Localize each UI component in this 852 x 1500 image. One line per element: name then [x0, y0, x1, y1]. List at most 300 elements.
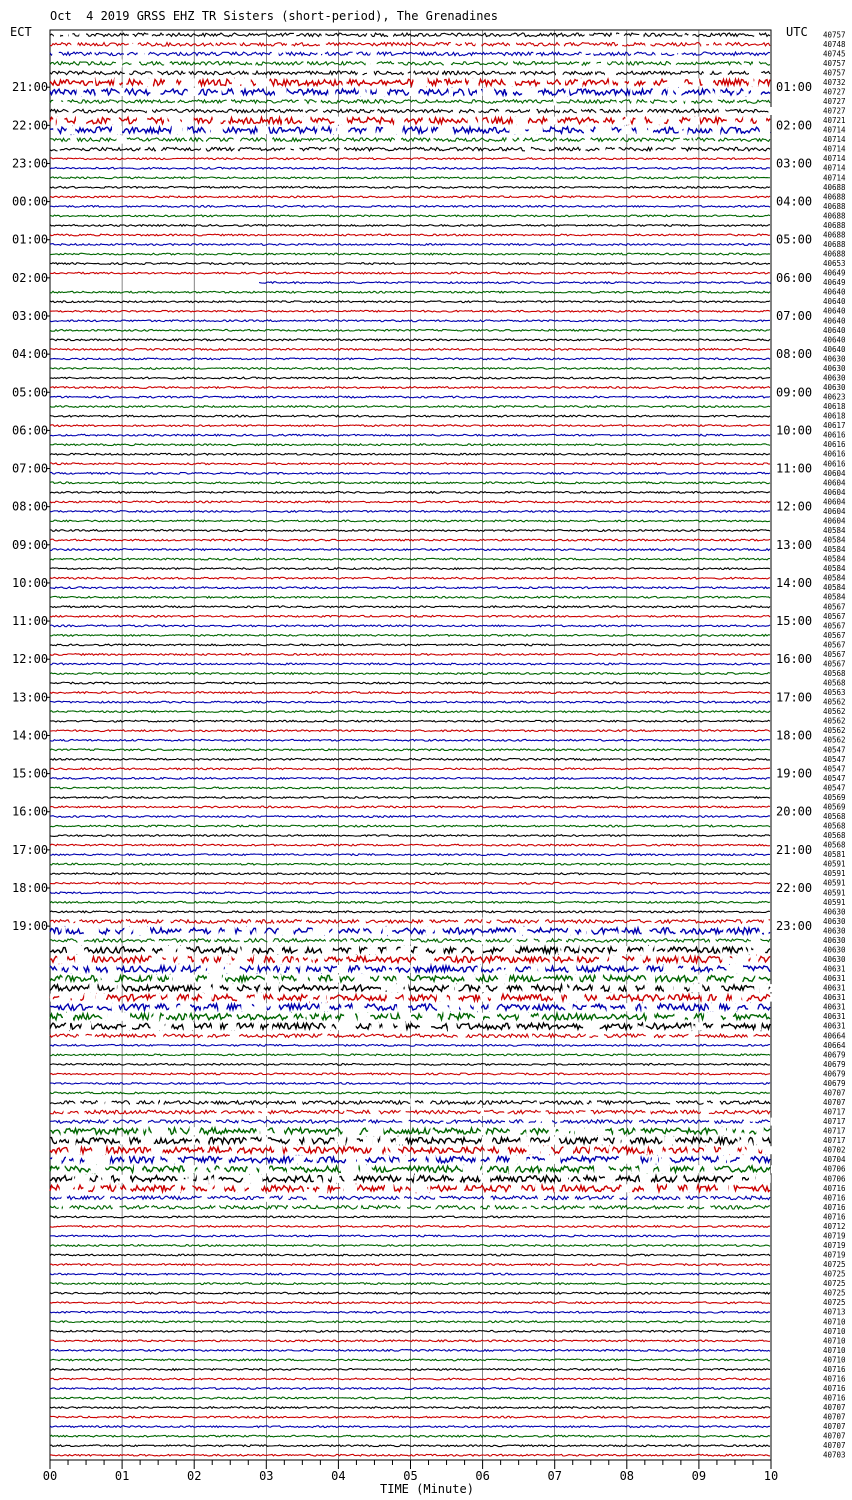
trace-gap [273, 994, 277, 1002]
trace-gap [675, 1013, 685, 1021]
row-count-label: 40707 [823, 1403, 846, 1413]
trace-row-8 [50, 109, 770, 113]
x-tick-label: 00 [42, 1469, 58, 1483]
row-count-label: 40725 [823, 1269, 846, 1279]
trace-gap [749, 1175, 755, 1183]
row-count-label: 40640 [823, 335, 846, 345]
row-count-label: 40640 [823, 297, 846, 307]
row-count-label: 40568 [823, 840, 846, 850]
trace-gap [322, 946, 333, 954]
trace-gap [105, 1099, 111, 1107]
trace-gap [586, 1127, 593, 1135]
trace-gap [112, 1003, 119, 1011]
trace-row-143 [50, 1397, 770, 1399]
trace-gap [478, 965, 482, 973]
trace-gap [180, 1003, 184, 1011]
row-count-label: 40717 [823, 1117, 846, 1127]
left-hour-label: 00:00 [12, 194, 49, 209]
trace-gap [756, 1175, 763, 1183]
trace-gap [536, 1118, 541, 1126]
trace-gap [575, 1127, 585, 1135]
trace-row-102 [50, 1004, 770, 1010]
row-count-label: 40616 [823, 440, 846, 450]
trace-gap [177, 956, 187, 964]
row-count-label: 40714 [823, 125, 846, 135]
trace-row-91 [50, 901, 770, 903]
trace-gap [704, 1013, 711, 1021]
trace-row-145 [50, 1416, 770, 1418]
trace-gap [155, 1156, 161, 1164]
trace-gap [85, 1156, 93, 1164]
trace-gap [477, 88, 481, 96]
trace-gap [709, 1118, 714, 1126]
trace-row-94 [50, 928, 770, 934]
trace-gap [423, 117, 429, 125]
row-count-label: 40721 [823, 116, 846, 126]
trace-gap [60, 994, 62, 1002]
trace-gap [92, 1146, 99, 1154]
trace-gap [274, 917, 276, 925]
trace-row-34 [50, 358, 770, 360]
trace-gap [208, 1175, 211, 1183]
trace-row-130 [50, 1273, 770, 1275]
trace-gap [428, 1184, 430, 1192]
trace-gap [62, 927, 65, 935]
trace-gap [603, 1127, 605, 1135]
trace-gap [417, 1184, 428, 1192]
trace-gap [678, 956, 681, 964]
row-count-label: 40757 [823, 30, 846, 40]
trace-row-89 [50, 882, 770, 884]
trace-gap [674, 50, 677, 58]
row-count-label: 40706 [823, 1174, 846, 1184]
row-count-label: 40547 [823, 783, 846, 793]
row-count-label: 40623 [823, 392, 846, 402]
left-hour-label: 03:00 [12, 309, 49, 323]
trace-gap [505, 1118, 509, 1126]
trace-gap [744, 1127, 749, 1135]
trace-gap [680, 136, 683, 144]
trace-gap [102, 1156, 110, 1164]
trace-gap [557, 1118, 560, 1126]
trace-gap [262, 1108, 268, 1116]
trace-gap [667, 98, 669, 106]
trace-gap [474, 946, 483, 954]
trace-gap [722, 40, 726, 48]
trace-row-141 [50, 1378, 770, 1380]
trace-gap [52, 1156, 61, 1164]
trace-gap [98, 975, 101, 983]
trace-gap [671, 59, 676, 67]
trace-gap [599, 126, 605, 134]
trace-gap [757, 117, 766, 125]
trace-gap [462, 78, 465, 86]
trace-gap [599, 145, 605, 153]
trace-row-79 [50, 787, 770, 789]
trace-gap [609, 1146, 613, 1154]
row-count-label: 40745 [823, 49, 846, 59]
trace-gap [531, 965, 538, 973]
trace-row-39 [50, 406, 770, 408]
row-count-label: 40716 [823, 1193, 846, 1203]
right-hour-label: 16:00 [776, 652, 813, 667]
trace-gap [590, 59, 596, 67]
row-count-label: 40547 [823, 745, 846, 755]
trace-gap [59, 1203, 62, 1211]
trace-gap [670, 1099, 676, 1107]
row-count-label: 40716 [823, 1212, 846, 1222]
trace-gap [518, 117, 528, 125]
trace-gap [655, 117, 664, 125]
row-count-label: 40712 [823, 1221, 846, 1231]
trace-gap [154, 1099, 158, 1107]
trace-gap [218, 88, 222, 96]
row-count-label: 40584 [823, 554, 846, 564]
trace-row-23 [50, 253, 770, 255]
trace-gap [722, 956, 726, 964]
trace-gap [561, 946, 564, 954]
trace-gap [580, 1175, 583, 1183]
row-count-label: 40567 [823, 602, 846, 612]
trace-gap [298, 946, 305, 954]
trace-gap [431, 1203, 436, 1211]
right-hour-label: 14:00 [776, 575, 813, 590]
trace-gap [423, 1099, 430, 1107]
trace-gap [382, 1022, 393, 1030]
right-hour-label: 19:00 [776, 766, 813, 781]
trace-gap [333, 975, 340, 983]
trace-gap [328, 88, 335, 96]
trace-row-40 [50, 415, 770, 417]
trace-gap [79, 1032, 86, 1040]
trace-gap [124, 927, 131, 935]
trace-gap [154, 956, 158, 964]
trace-gap [267, 136, 273, 144]
trace-gap [185, 1184, 192, 1192]
trace-gap [512, 936, 517, 944]
trace-gap [598, 1137, 604, 1145]
trace-gap [71, 40, 77, 48]
trace-gap [585, 1203, 589, 1211]
trace-gap [124, 1156, 129, 1164]
trace-gap [537, 1099, 540, 1107]
trace-gap [428, 126, 431, 134]
trace-gap [730, 1003, 737, 1011]
trace-gap [378, 1127, 380, 1135]
trace-gap [554, 1184, 559, 1192]
trace-gap [374, 107, 377, 115]
trace-gap [612, 31, 616, 39]
trace-gap [665, 946, 667, 954]
trace-gap [645, 40, 650, 48]
left-hour-label: 16:00 [12, 804, 49, 819]
trace-gap [753, 59, 759, 67]
row-count-label: 40631 [823, 1002, 846, 1012]
trace-gap [729, 1184, 734, 1192]
trace-gap [713, 1013, 717, 1021]
trace-row-148 [50, 1445, 770, 1447]
trace-row-25 [50, 272, 770, 274]
trace-gap [396, 1137, 403, 1145]
trace-gap [688, 1013, 694, 1021]
trace-gap [387, 1137, 391, 1145]
trace-gap [63, 98, 67, 106]
trace-gap [749, 1146, 759, 1154]
trace-gap [318, 107, 324, 115]
trace-gap [61, 1127, 64, 1135]
trace-gap [726, 956, 730, 964]
trace-gap [764, 917, 769, 925]
right-hour-label: 08:00 [776, 347, 813, 362]
trace-gap [712, 1137, 714, 1145]
x-tick-label: 03 [259, 1469, 274, 1483]
trace-gap [203, 1032, 208, 1040]
trace-gap [647, 1175, 651, 1183]
trace-gap [257, 1127, 260, 1135]
row-count-label: 40717 [823, 1136, 846, 1146]
trace-gap [228, 1022, 236, 1030]
trace-gap [597, 1127, 603, 1135]
trace-gap [371, 1022, 379, 1030]
trace-gap [607, 1003, 611, 1011]
trace-gap [53, 117, 56, 125]
trace-gap [327, 994, 331, 1002]
trace-gap [562, 984, 567, 992]
trace-gap [478, 117, 482, 125]
trace-gap [507, 88, 513, 96]
trace-gap [217, 126, 223, 134]
trace-gap [456, 946, 461, 954]
trace-gap [167, 1156, 178, 1164]
row-count-label: 40707 [823, 1412, 846, 1422]
trace-gap [552, 1156, 556, 1164]
trace-gap [511, 126, 520, 134]
trace-gap [322, 1032, 327, 1040]
trace-gap [250, 1175, 252, 1183]
trace-gap [358, 69, 363, 77]
trace-gap [666, 1032, 670, 1040]
row-count-label: 40616 [823, 449, 846, 459]
right-hour-label: 04:00 [776, 194, 813, 209]
trace-gap [530, 1003, 532, 1011]
trace-gap [662, 1137, 665, 1145]
trace-gap [631, 50, 634, 58]
trace-gap [275, 1127, 284, 1135]
trace-gap [710, 88, 712, 96]
trace-gap [629, 78, 634, 86]
trace-gap [367, 69, 374, 77]
trace-row-82 [50, 816, 770, 818]
trace-gap [124, 917, 126, 925]
trace-gap [431, 1013, 438, 1021]
trace-gap [709, 1003, 719, 1011]
trace-gap [437, 1003, 442, 1011]
trace-row-67 [50, 673, 770, 675]
trace-gap [72, 994, 80, 1002]
trace-gap [62, 1184, 69, 1192]
row-count-label: 40713 [823, 1307, 846, 1317]
trace-row-121 [50, 1185, 770, 1191]
trace-gap [53, 98, 59, 106]
trace-gap [318, 927, 329, 935]
trace-gap [225, 927, 235, 935]
trace-gap [133, 40, 138, 48]
trace-gap [386, 1156, 390, 1164]
trace-gap [432, 956, 435, 964]
trace-gap [519, 1203, 522, 1211]
trace-gap [69, 1137, 73, 1145]
trace-gap [694, 1165, 700, 1173]
trace-gap [173, 946, 176, 954]
trace-gap [533, 126, 543, 134]
left-hour-label: 06:00 [12, 423, 49, 438]
row-count-label: 40716 [823, 1202, 846, 1212]
trace-gap [215, 1203, 219, 1211]
trace-row-66 [50, 663, 770, 665]
row-count-label: 40604 [823, 497, 846, 507]
trace-gap [565, 1003, 572, 1011]
trace-gap [294, 1156, 304, 1164]
trace-gap [727, 1127, 733, 1135]
trace-gap [258, 126, 269, 134]
trace-row-43 [50, 444, 770, 446]
trace-row-98 [50, 966, 770, 972]
trace-gap [343, 956, 346, 964]
row-count-label: 40562 [823, 697, 846, 707]
trace-gap [457, 1184, 464, 1192]
row-count-label: 40584 [823, 592, 846, 602]
trace-gap [573, 975, 580, 983]
trace-gap [232, 78, 240, 86]
trace-gap [710, 936, 716, 944]
trace-gap [626, 1137, 630, 1145]
trace-gap [69, 31, 73, 39]
trace-gap [691, 1022, 693, 1030]
trace-gap [596, 975, 603, 983]
row-count-label: 40569 [823, 802, 846, 812]
trace-gap [423, 917, 429, 925]
trace-gap [665, 1137, 675, 1145]
trace-gap [507, 136, 513, 144]
row-count-label: 40562 [823, 735, 846, 745]
trace-gap [123, 78, 127, 86]
row-count-label: 40707 [823, 1431, 846, 1441]
trace-gap [751, 88, 761, 96]
trace-gap [63, 31, 68, 39]
trace-row-14 [50, 167, 770, 169]
trace-gap [727, 1156, 730, 1164]
trace-gap [386, 965, 389, 973]
trace-gap [126, 1022, 132, 1030]
trace-gap [484, 1194, 491, 1202]
trace-gap [95, 1184, 101, 1192]
trace-gap [605, 1175, 616, 1183]
trace-gap [359, 88, 362, 96]
trace-gap [80, 1175, 89, 1183]
trace-gap [734, 975, 742, 983]
trace-gap [288, 1013, 294, 1021]
trace-row-136 [50, 1330, 770, 1332]
trace-row-146 [50, 1426, 770, 1428]
trace-gap [212, 975, 222, 983]
trace-gap [525, 145, 531, 153]
trace-gap [404, 69, 408, 77]
trace-gap [617, 98, 620, 106]
row-count-label: 40653 [823, 259, 846, 269]
trace-gap [610, 69, 616, 77]
trace-gap [702, 994, 708, 1002]
trace-gap [134, 1165, 142, 1173]
trace-gap [510, 40, 516, 48]
trace-gap [338, 984, 340, 992]
trace-gap [236, 40, 239, 48]
trace-gap [749, 78, 754, 86]
row-count-label: 40562 [823, 726, 846, 736]
trace-gap [250, 1184, 261, 1192]
trace-gap [138, 50, 144, 58]
trace-gap [713, 1099, 720, 1107]
x-tick-label: 07 [547, 1469, 562, 1483]
trace-gap [242, 927, 250, 935]
trace-gap [400, 1156, 409, 1164]
row-count-label: 40584 [823, 535, 846, 545]
trace-gap [63, 1013, 73, 1021]
trace-gap [480, 994, 488, 1002]
trace-gap [754, 984, 759, 992]
trace-gap [469, 78, 479, 86]
trace-row-125 [50, 1226, 770, 1228]
trace-gap [160, 1099, 164, 1107]
trace-gap [481, 1108, 484, 1116]
trace-gap [701, 40, 706, 48]
trace-gap [365, 975, 370, 983]
trace-gap [756, 1127, 764, 1135]
trace-gap [342, 1022, 348, 1030]
trace-row-51 [50, 520, 770, 522]
row-count-label: 40568 [823, 812, 846, 821]
trace-gap [207, 965, 218, 973]
trace-gap [347, 1184, 357, 1192]
trace-gap [218, 1003, 226, 1011]
trace-row-88 [50, 873, 770, 875]
trace-gap [751, 956, 759, 964]
trace-gap [540, 78, 547, 86]
trace-row-1 [50, 43, 770, 47]
trace-gap [426, 927, 433, 935]
trace-gap [343, 126, 346, 134]
trace-gap [410, 965, 413, 973]
trace-gap [561, 1175, 568, 1183]
trace-gap [202, 994, 212, 1002]
trace-gap [401, 946, 411, 954]
trace-gap [400, 1203, 407, 1211]
trace-row-73 [50, 730, 770, 732]
trace-gap [679, 126, 683, 134]
row-count-label: 40581 [823, 850, 846, 860]
row-count-label: 40630 [823, 955, 846, 964]
trace-gap [294, 956, 296, 964]
left-hour-label: 19:00 [12, 919, 49, 934]
trace-gap [235, 145, 238, 153]
trace-gap [430, 1127, 432, 1135]
row-count-label: 40568 [823, 678, 846, 688]
trace-gap [637, 126, 648, 134]
trace-gap [211, 126, 218, 134]
trace-gap [644, 1146, 647, 1154]
trace-gap [687, 98, 692, 106]
trace-gap [690, 117, 699, 125]
trace-row-50 [50, 511, 770, 513]
